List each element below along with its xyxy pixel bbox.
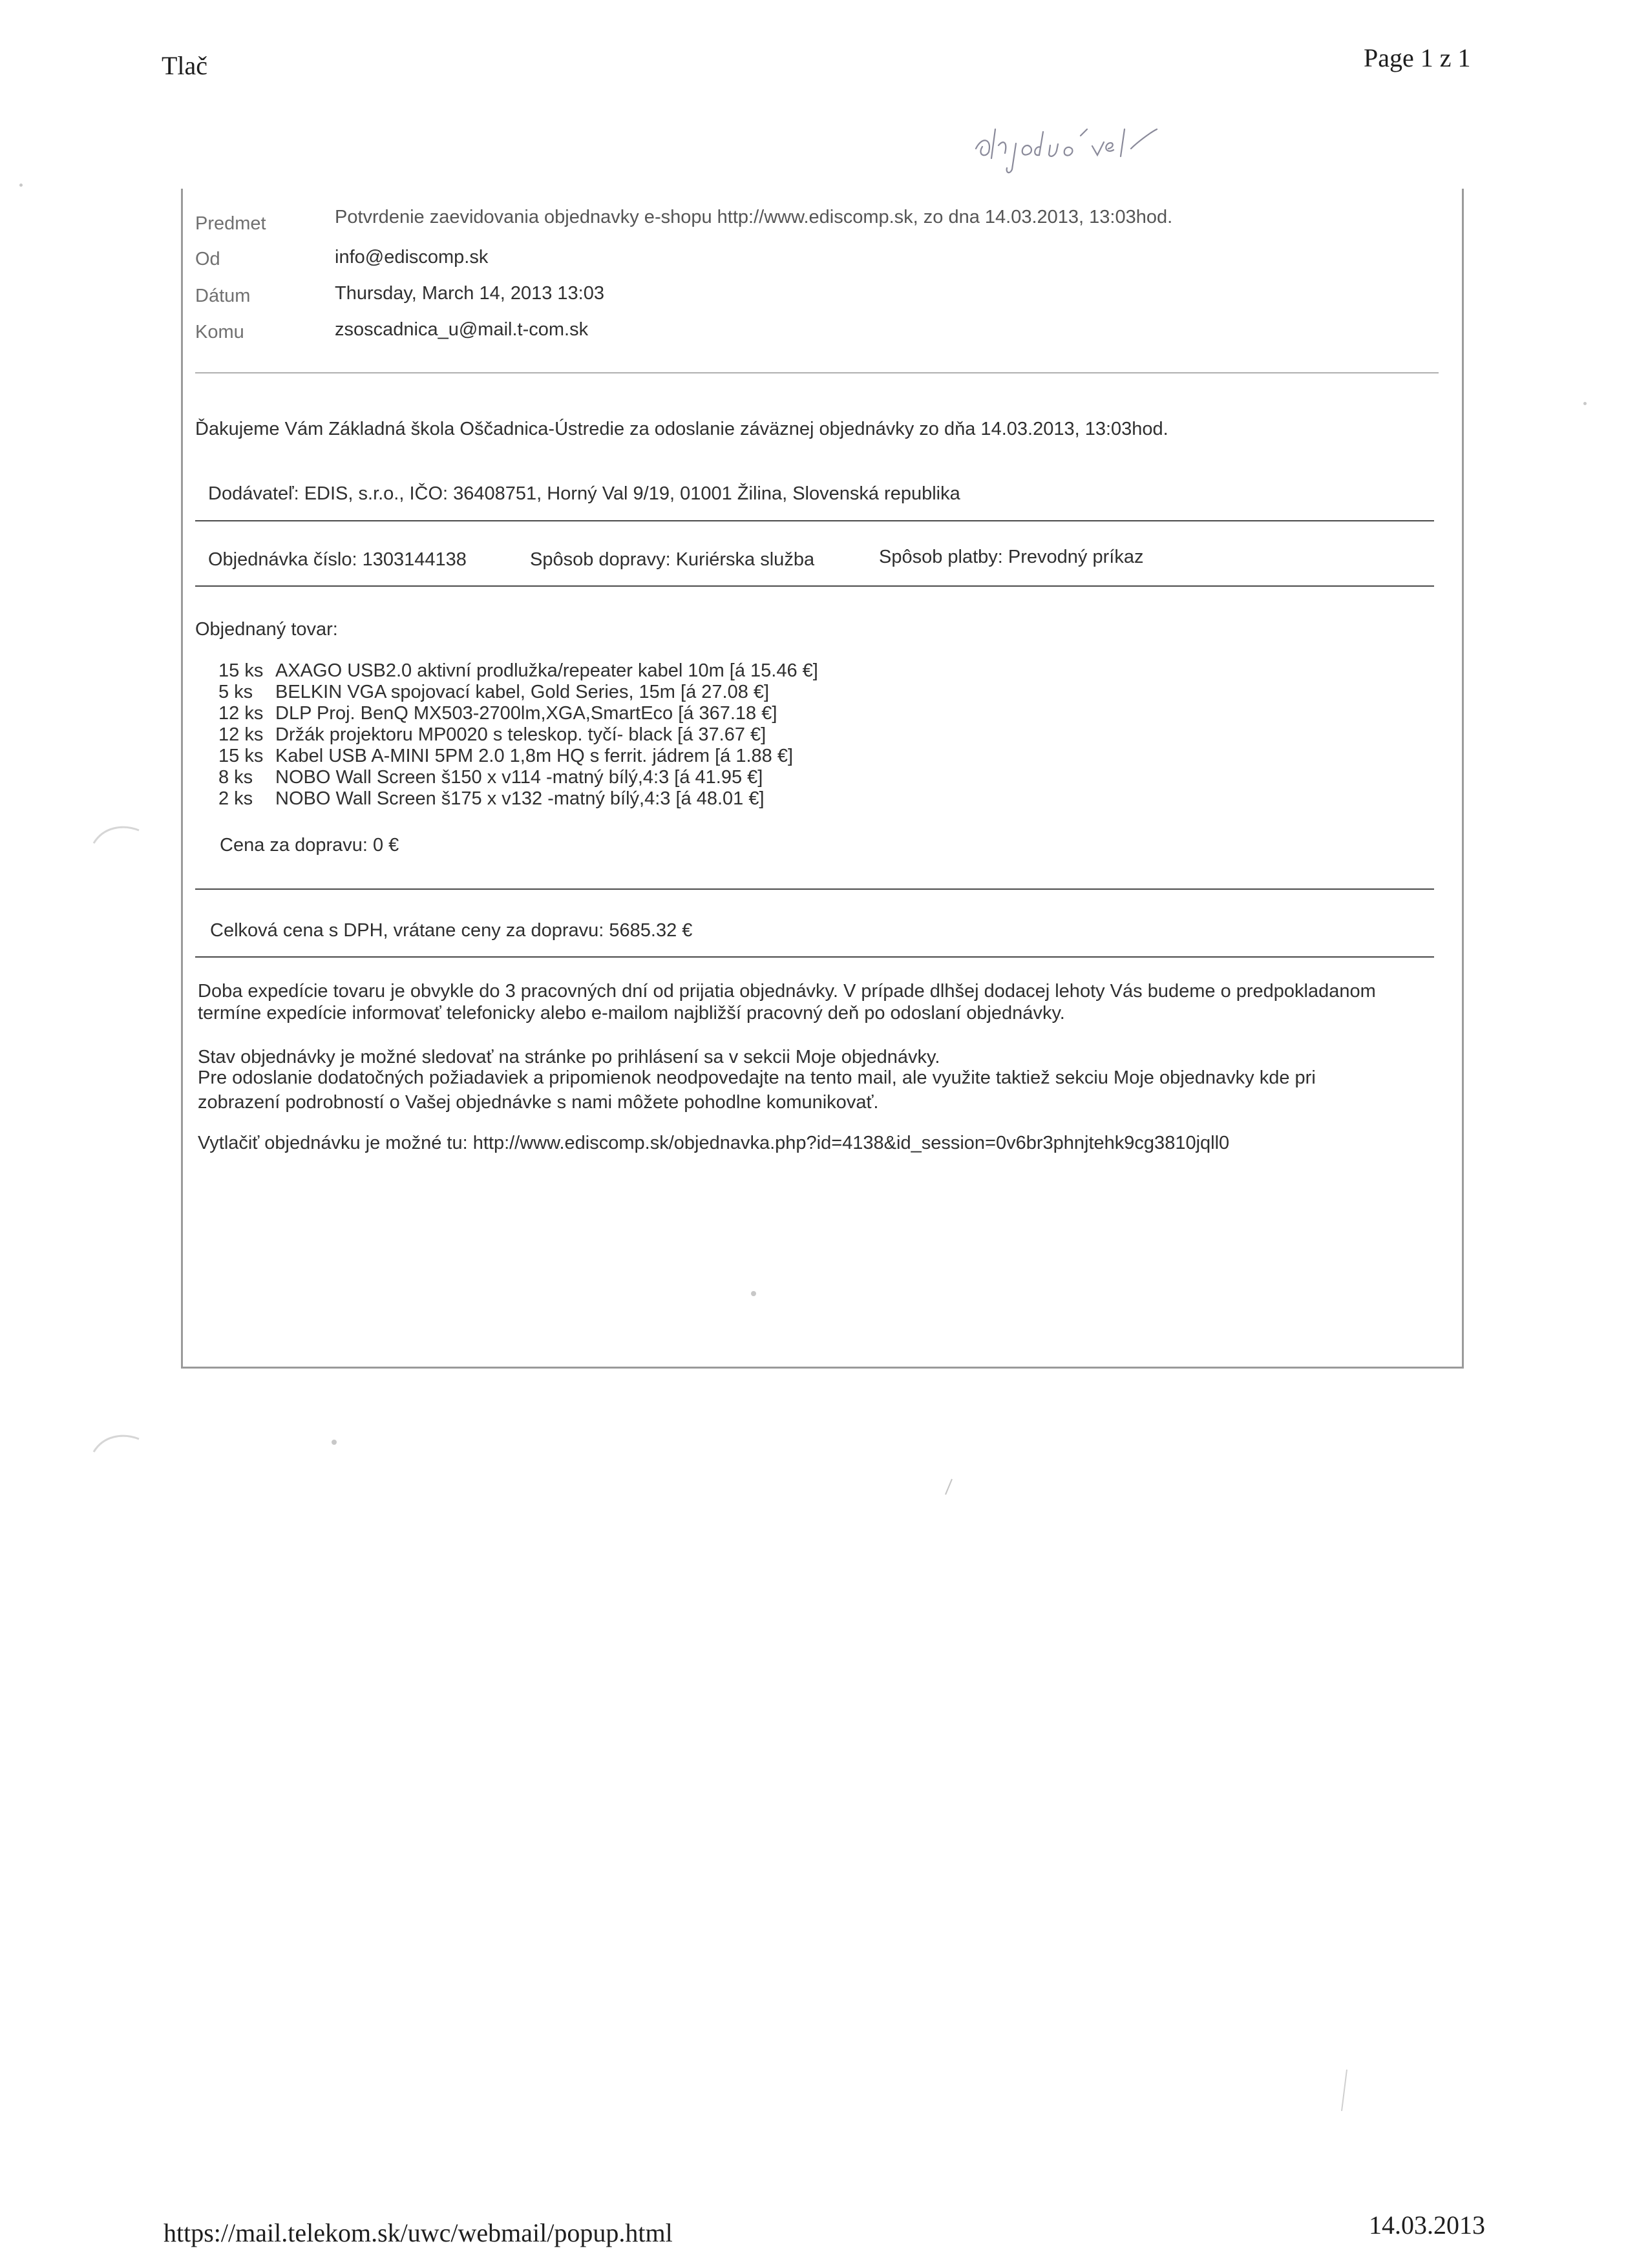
item-qty: 8 ks	[218, 767, 253, 788]
list-item	[218, 788, 765, 810]
payment-method: Spôsob platby: Prevodný príkaz	[879, 547, 1144, 567]
print-url: https://mail.telekom.sk/uwc/webmail/popup.html	[164, 2218, 673, 2247]
list-item	[218, 703, 777, 724]
total-divider	[195, 956, 1434, 958]
item-desc: Držák projektoru MP0020 s teleskop. tyčí- black [á 37.67 €]	[275, 724, 766, 745]
date-value: Thursday, March 14, 2013 13:03	[335, 283, 604, 304]
item-desc: NOBO Wall Screen š175 x v132 -matný bílý,4:3 [á 48.01 €]	[275, 788, 765, 809]
dispatch-text-line1: Doba expedície tovaru je obvykle do 3 pracovných dní od prijatia objednávky. V prípade dlhšej dodacej lehoty Vás budeme o predpokladanom	[198, 981, 1376, 1002]
status-text-line2: Pre odoslanie dodatočných požiadaviek a pripomienok neodpovedajte na tento mail, ale využite taktiež sekciu Moje objednavky kde pri	[198, 1067, 1316, 1088]
item-desc: Kabel USB A-MINI 5PM 2.0 1,8m HQ s ferrit. jádrem [á 1.88 €]	[275, 746, 794, 766]
item-qty: 5 ks	[218, 682, 253, 702]
list-item	[218, 724, 766, 746]
date-label: Dátum	[195, 286, 251, 306]
list-item	[218, 746, 793, 767]
item-qty: 2 ks	[218, 788, 253, 809]
item-desc: AXAGO USB2.0 aktivní prodlužka/repeater kabel 10m [á 15.46 €]	[275, 660, 818, 681]
thanks-line: Ďakujeme Vám Základná škola Oščadnica-Ústredie za odoslanie záväznej objednávky zo dňa 14.03.2013, 13:03hod.	[195, 419, 1168, 439]
print-title: Tlač	[162, 51, 208, 80]
ordered-goods-label: Objednaný tovar:	[195, 619, 338, 640]
supplier-line: Dodávateľ: EDIS, s.r.o., IČO: 36408751, Horný Val 9/19, 01001 Žilina, Slovenská republika	[208, 483, 960, 504]
list-item	[218, 682, 769, 703]
from-value: info@ediscomp.sk	[335, 247, 489, 268]
status-text-line3: zobrazení podrobností o Vašej objednávke s nami môžete pohodlne komunikovať.	[198, 1092, 879, 1113]
to-label: Komu	[195, 322, 244, 342]
total-price: Celková cena s DPH, vrátane ceny za dopravu: 5685.32 €	[210, 920, 693, 941]
scan-speck	[751, 1291, 756, 1296]
page-number: Page 1 z 1	[1364, 43, 1471, 72]
status-text-line1: Stav objednávky je možné sledovať na stránke po prihlásení sa v sekcii Moje objednávky.	[198, 1047, 940, 1067]
items-divider	[195, 888, 1434, 890]
handwritten-note	[969, 110, 1163, 174]
shipping-cost: Cena za dopravu: 0 €	[220, 835, 399, 856]
shipping-method: Spôsob dopravy: Kuriérska služba	[530, 549, 815, 570]
subject-label: Predmet	[195, 213, 266, 234]
dispatch-text-line2: termíne expedície informovať telefonicky alebo e-mailom najbližší pracovný deň po odoslaní objednávky.	[198, 1003, 1065, 1024]
item-qty: 12 ks	[218, 703, 264, 724]
item-desc: DLP Proj. BenQ MX503-2700lm,XGA,SmartEco [á 367.18 €]	[275, 703, 777, 724]
order-number: Objednávka číslo: 1303144138	[208, 549, 467, 570]
subject-value: Potvrdenie zaevidovania objednavky e-shopu http://www.ediscomp.sk, zo dna 14.03.2013, 13:03hod.	[335, 207, 1173, 227]
scan-mark	[1338, 2068, 1351, 2113]
item-qty: 12 ks	[218, 724, 264, 745]
scan-speck	[1583, 402, 1587, 405]
scan-speck	[19, 184, 23, 187]
scan-speck	[332, 1440, 337, 1445]
item-desc: NOBO Wall Screen š150 x v114 -matný bílý,4:3 [á 41.95 €]	[275, 767, 763, 788]
scan-mark	[942, 1477, 955, 1496]
scan-mark	[90, 1429, 142, 1455]
list-item	[218, 767, 763, 788]
print-order-link[interactable]: Vytlačiť objednávku je možné tu: http://www.ediscomp.sk/objednavka.php?id=4138&id_session=0v6br3phnjtehk9cg3810jqll0	[198, 1133, 1230, 1153]
to-value: zsoscadnica_u@mail.t-com.sk	[335, 319, 589, 340]
supplier-divider	[195, 520, 1434, 521]
print-date: 14.03.2013	[1369, 2210, 1485, 2240]
order-divider	[195, 585, 1434, 587]
item-qty: 15 ks	[218, 660, 264, 681]
list-item	[218, 660, 818, 682]
item-desc: BELKIN VGA spojovací kabel, Gold Series, 15m [á 27.08 €]	[275, 682, 770, 702]
header-divider	[195, 372, 1439, 373]
from-label: Od	[195, 249, 220, 269]
item-qty: 15 ks	[218, 746, 264, 766]
scan-mark	[90, 821, 142, 846]
